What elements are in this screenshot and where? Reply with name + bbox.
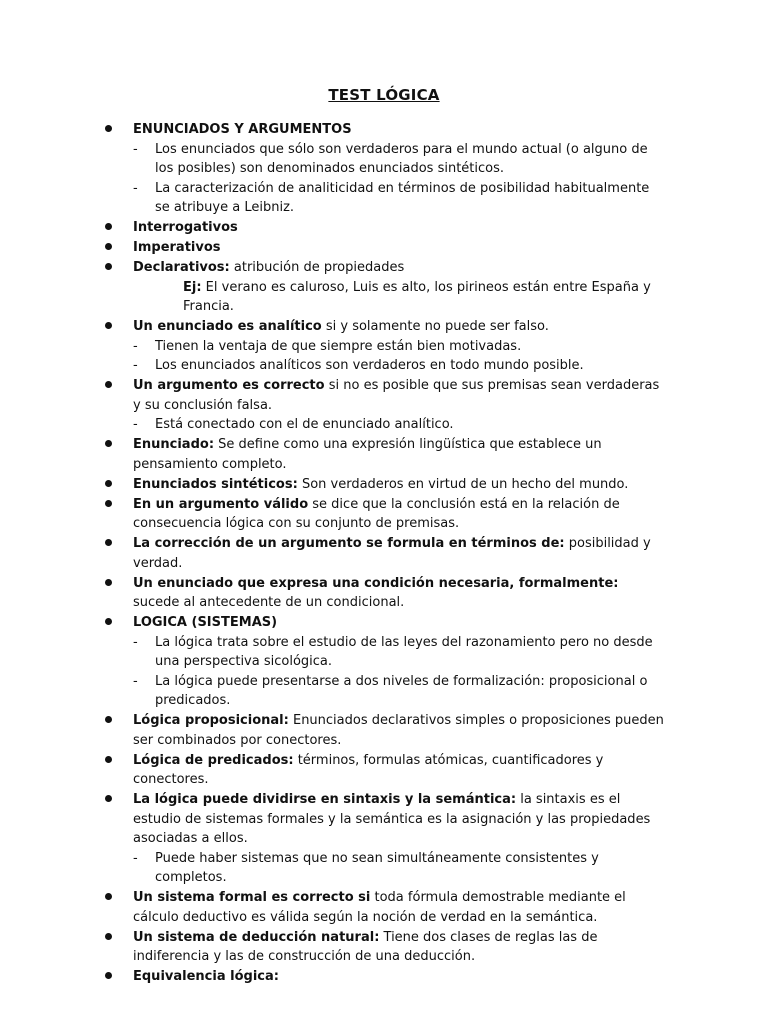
item-heading: En un argumento válido — [133, 496, 309, 512]
sub-list — [105, 337, 665, 376]
bullet-list — [105, 120, 665, 987]
dash-icon: - — [133, 338, 138, 354]
list-item — [105, 376, 665, 435]
sub-item-text: La lógica puede presentarse a dos niveles de formalización: proposicional o predicados. — [155, 673, 648, 708]
bullet-icon — [105, 263, 112, 270]
item-description: se dice que la conclusión está en la relación de consecuencia lógica con su conjunto de premisas. — [133, 496, 620, 531]
item-text — [133, 613, 665, 633]
list-item — [105, 120, 665, 218]
item-text — [133, 928, 665, 967]
sub-item — [105, 179, 665, 218]
bullet-icon — [105, 716, 112, 723]
sub-item-text: Está conectado con el de enunciado analítico. — [155, 417, 454, 432]
item-heading: Imperativos — [133, 240, 221, 255]
list-item — [105, 790, 665, 888]
example-line — [133, 278, 665, 317]
item-description: la sintaxis es el estudio de sistemas formales y la semántica es la asignación y las propiedades asociadas a ellos. — [133, 792, 651, 846]
item-heading: La lógica puede dividirse en sintaxis y la semántica: — [133, 792, 517, 807]
list-item — [105, 613, 665, 711]
item-description: sucede al antecedente de un condicional. — [133, 595, 405, 610]
list-item — [105, 317, 665, 376]
list-item — [105, 751, 665, 790]
dash-icon: - — [133, 417, 138, 432]
item-description: Enunciados declarativos simples o proposiciones pueden ser combinados por conectores. — [133, 713, 664, 748]
item-heading: Enunciados sintéticos: — [133, 476, 298, 492]
sub-item — [105, 140, 665, 179]
list-item — [105, 711, 665, 750]
item-description: si no es posible que sus premisas sean verdaderas y su conclusión falsa. — [133, 378, 660, 413]
item-heading: Enunciado: — [133, 437, 215, 452]
sub-list — [105, 633, 665, 711]
sub-item — [105, 633, 665, 672]
bullet-icon — [105, 579, 112, 586]
dash-icon: - — [133, 141, 138, 157]
item-text — [133, 435, 665, 474]
item-heading: Lógica de predicados: — [133, 752, 294, 768]
item-text — [133, 888, 665, 927]
example-text: El verano es caluroso, Luis es alto, los pirineos están entre España y Francia. — [183, 279, 651, 314]
item-text — [133, 751, 665, 790]
item-text — [133, 790, 665, 849]
bullet-icon — [105, 795, 112, 802]
sub-item-text: Puede haber sistemas que no sean simultáneamente consistentes y completos. — [155, 850, 599, 885]
item-heading: Un argumento es correcto — [133, 378, 325, 393]
item-description: Son verdaderos en virtud de un hecho del mundo. — [297, 476, 629, 492]
item-heading: Declarativos: — [133, 260, 230, 275]
list-item — [105, 258, 665, 317]
item-description: toda fórmula demostrable mediante el cálculo deductivo es válida según la noción de verdad en la semántica. — [133, 890, 626, 925]
item-text — [133, 376, 665, 415]
item-text — [133, 317, 665, 337]
sub-item — [105, 356, 665, 376]
item-heading: La corrección de un argumento se formula en términos de: — [133, 536, 565, 551]
item-text — [133, 711, 665, 750]
item-text — [133, 574, 665, 613]
dash-icon: - — [133, 850, 138, 866]
item-heading: Un sistema formal es correcto si — [133, 890, 371, 905]
list-item — [105, 495, 665, 534]
document-body — [105, 120, 665, 987]
sub-item-text: La caracterización de analiticidad en términos de posibilidad habitualmente se atribuye a Leibniz. — [155, 180, 650, 215]
bullet-icon — [105, 480, 112, 487]
bullet-icon — [105, 893, 112, 900]
item-description: Se define como una expresión lingüística que establece un pensamiento completo. — [133, 437, 602, 472]
item-text — [133, 967, 665, 987]
item-text — [133, 258, 665, 278]
bullet-icon — [105, 440, 112, 447]
sub-item-text: Los enunciados analíticos son verdaderos en todo mundo posible. — [155, 358, 584, 373]
item-text — [133, 238, 665, 258]
sub-item — [105, 337, 665, 357]
sub-list — [105, 849, 665, 888]
list-item — [105, 475, 665, 495]
example-label: Ej: — [183, 279, 202, 295]
sub-list — [105, 140, 665, 218]
list-item — [105, 534, 665, 573]
item-description: Tiene dos clases de reglas las de indiferencia y las de construcción de una deducción. — [133, 929, 598, 964]
item-text — [133, 534, 665, 573]
item-heading: Interrogativos — [133, 220, 238, 235]
bullet-icon — [105, 972, 112, 979]
sub-item-text: La lógica trata sobre el estudio de las leyes del razonamiento pero no desde una perspectiva sicológica. — [155, 634, 653, 669]
dash-icon: - — [133, 634, 138, 650]
item-description: si y solamente no puede ser falso. — [321, 319, 549, 334]
sub-list — [105, 415, 665, 435]
item-text — [133, 120, 665, 140]
bullet-icon — [105, 322, 112, 329]
item-text — [133, 475, 665, 495]
item-heading: Equivalencia lógica: — [133, 969, 279, 984]
bullet-icon — [105, 756, 112, 763]
sub-item — [105, 849, 665, 888]
sub-item-text: Los enunciados que sólo son verdaderos para el mundo actual (o alguno de los posibles) son denominados enunciados sintéticos. — [155, 141, 648, 176]
bullet-icon — [105, 243, 112, 250]
item-text — [133, 218, 665, 238]
bullet-icon — [105, 933, 112, 940]
sub-item-text: Tienen la ventaja de que siempre están bien motivadas. — [155, 338, 522, 354]
list-item — [105, 574, 665, 613]
bullet-icon — [105, 539, 112, 546]
page-title: TEST LÓGICA — [328, 86, 440, 104]
list-item — [105, 435, 665, 474]
item-heading: ENUNCIADOS Y ARGUMENTOS — [133, 122, 352, 137]
item-description: términos, formulas atómicas, cuantificadores y conectores. — [133, 752, 604, 787]
bullet-icon — [105, 500, 112, 507]
bullet-icon — [105, 618, 112, 625]
item-heading: LOGICA (SISTEMAS) — [133, 615, 278, 630]
dash-icon: - — [133, 358, 138, 373]
list-item — [105, 218, 665, 238]
bullet-icon — [105, 125, 112, 132]
dash-icon: - — [133, 673, 138, 689]
item-heading: Lógica proposicional: — [133, 713, 289, 728]
list-item — [105, 967, 665, 987]
bullet-icon — [105, 223, 112, 230]
item-description: posibilidad y verdad. — [133, 536, 651, 571]
item-heading: Un sistema de deducción natural: — [133, 929, 380, 945]
item-heading: Un enunciado que expresa una condición necesaria, formalmente: — [133, 575, 619, 591]
item-heading: Un enunciado es analítico — [133, 319, 322, 334]
list-item — [105, 888, 665, 927]
item-description: atribución de propiedades — [229, 260, 405, 275]
sub-item — [105, 415, 665, 435]
list-item — [105, 928, 665, 967]
item-text — [133, 495, 665, 534]
sub-item — [105, 672, 665, 711]
dash-icon: - — [133, 180, 138, 196]
bullet-icon — [105, 381, 112, 388]
list-item — [105, 238, 665, 258]
